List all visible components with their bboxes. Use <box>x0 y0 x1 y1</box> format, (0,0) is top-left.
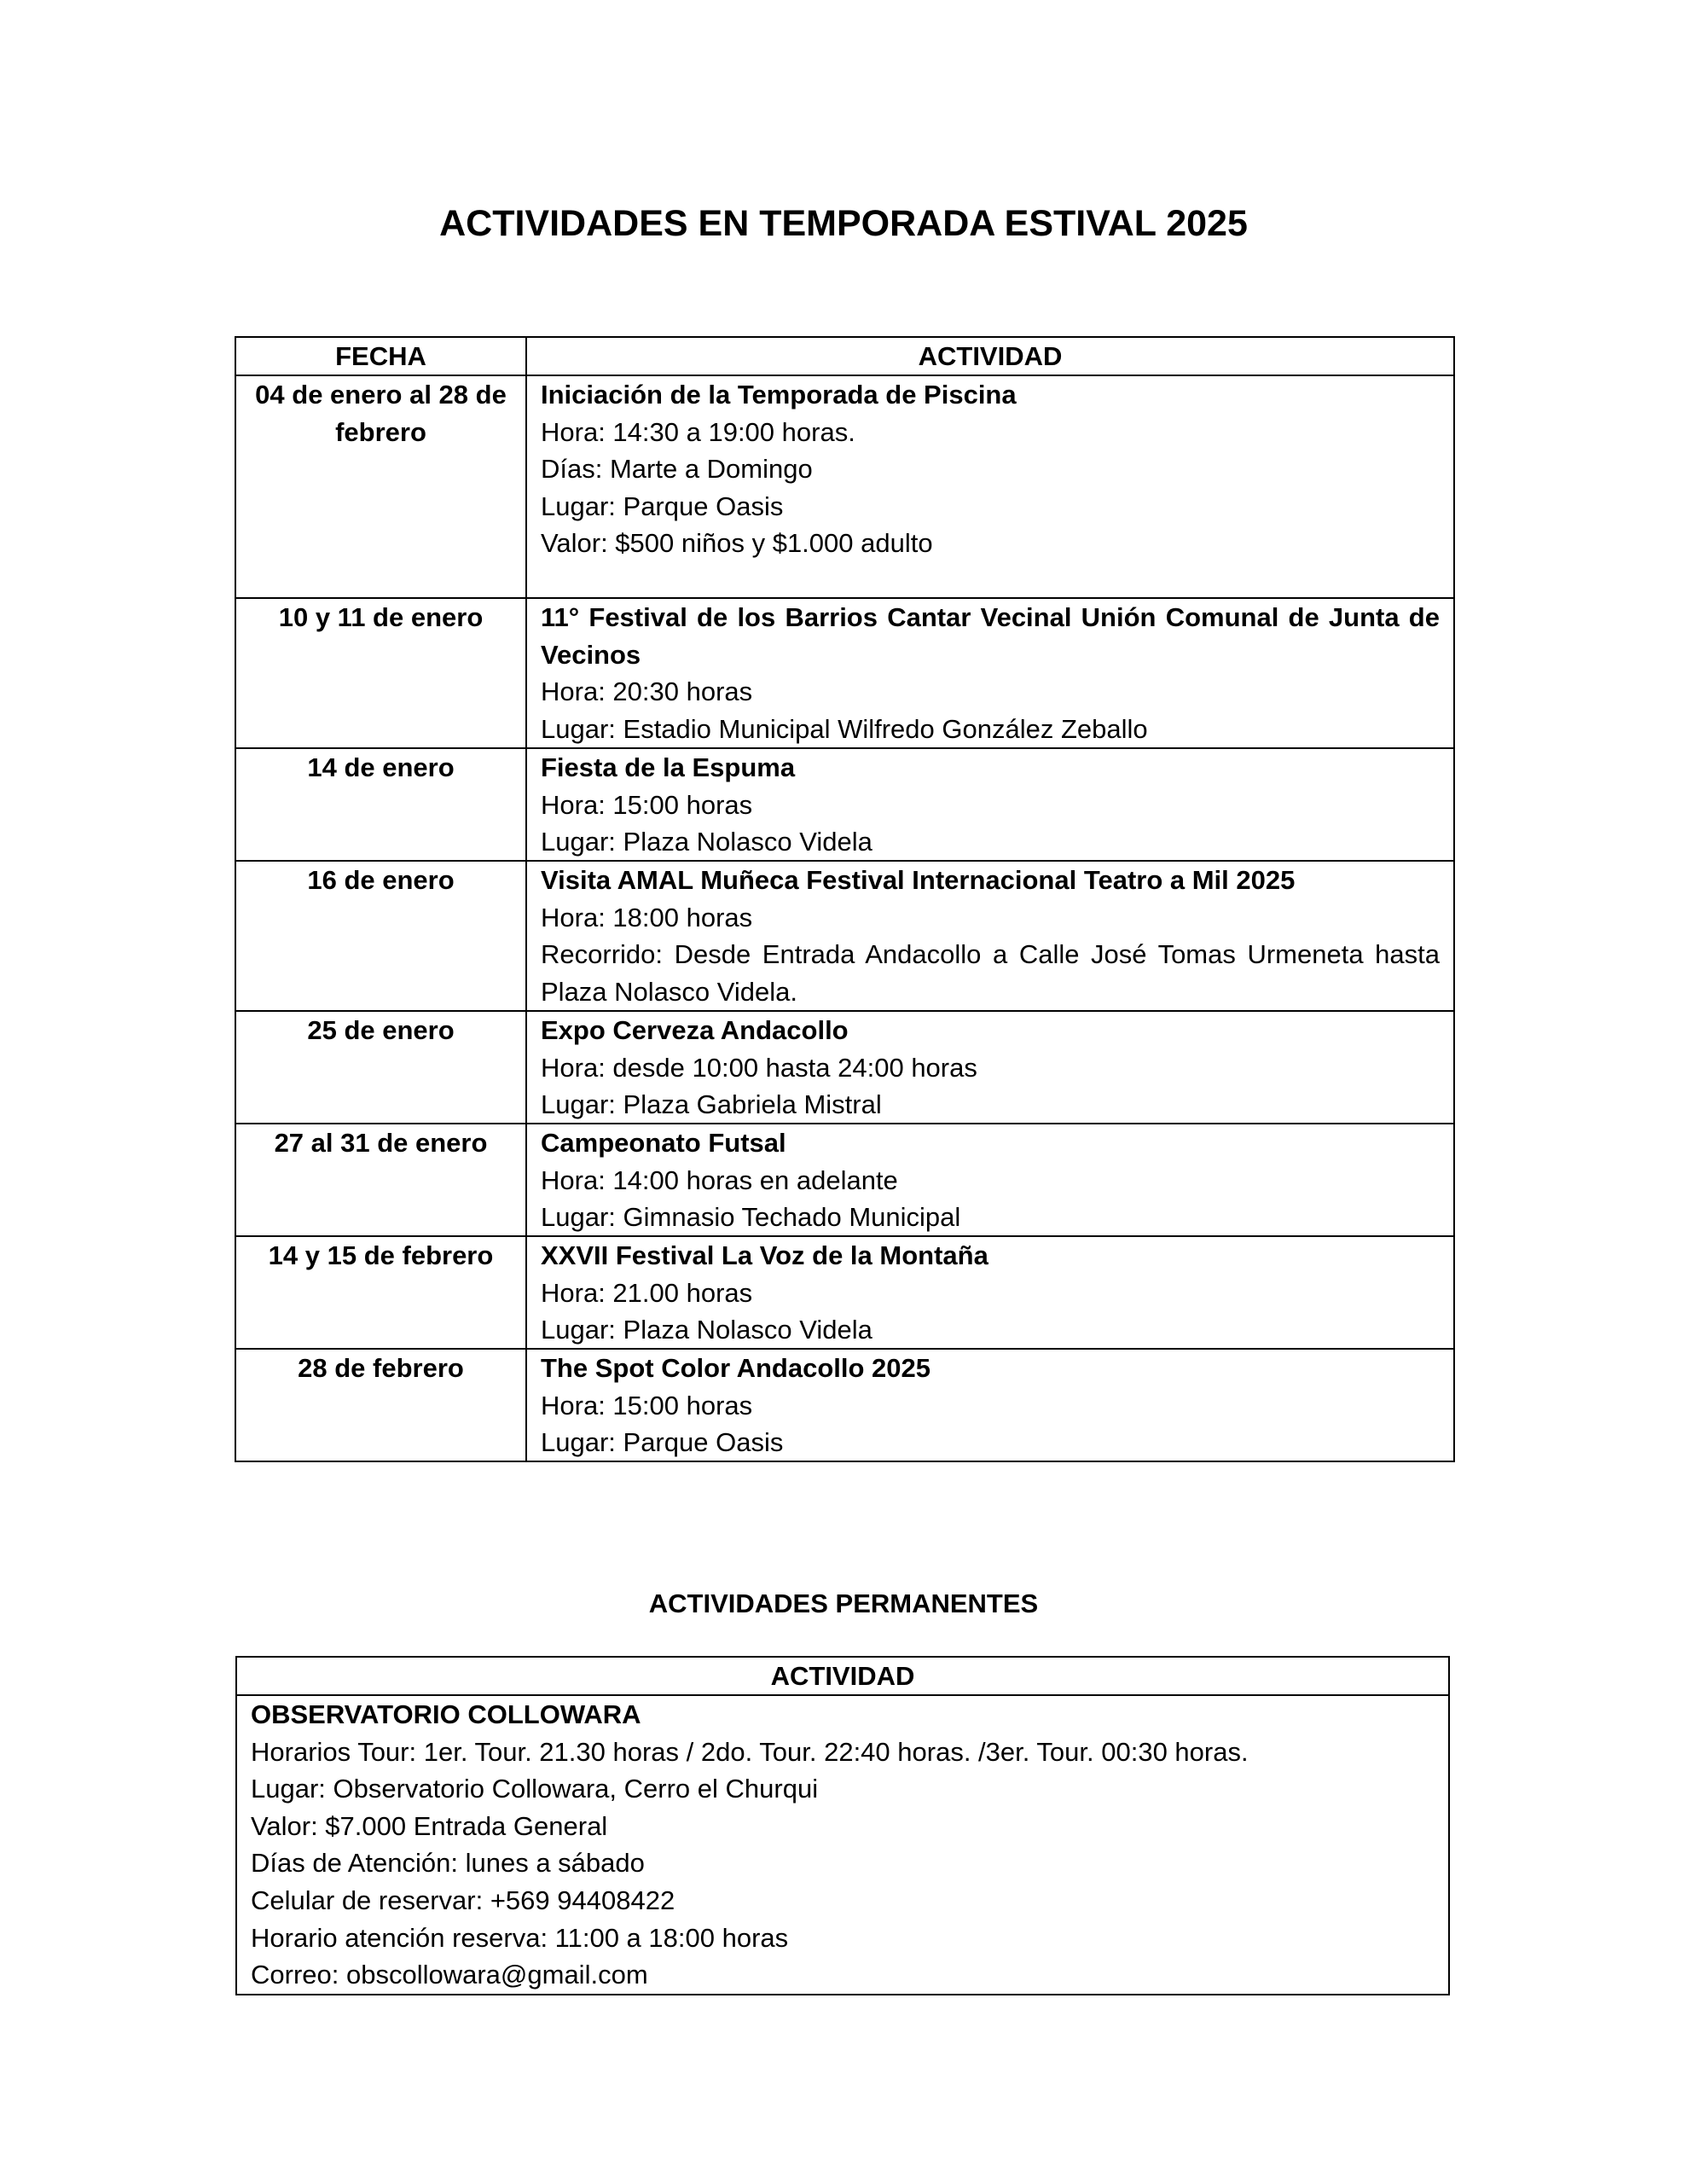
row-date: 14 de enero <box>236 749 527 860</box>
permanent-activity-cell <box>237 1696 1448 1994</box>
activity-title: OBSERVATORIO COLLOWARA <box>251 1699 641 1729</box>
season-activities-table <box>235 336 1455 1462</box>
activity-title: Visita AMAL Muñeca Festival Internacional Teatro a Mil 2025 <box>541 865 1296 895</box>
activity-title: Iniciación de la Temporada de Piscina <box>541 380 1017 410</box>
row-date: 04 de enero al 28 de febrero <box>236 376 527 597</box>
table-row <box>236 597 1453 747</box>
row-activity <box>527 749 1453 860</box>
row-activity <box>527 1350 1453 1461</box>
activity-title: XXVII Festival La Voz de la Montaña <box>541 1240 988 1270</box>
row-activity <box>527 1124 1453 1235</box>
activity-detail: Hora: desde 10:00 hasta 24:00 horas <box>541 1052 977 1083</box>
email-link[interactable]: Correo: obscollowara@gmail.com <box>251 1960 648 1990</box>
activity-title: Campeonato Futsal <box>541 1128 786 1158</box>
table-row <box>236 747 1453 860</box>
activity-detail: Hora: 20:30 horas <box>541 677 753 707</box>
activity-detail: Hora: 18:00 horas <box>541 902 753 932</box>
row-activity <box>527 376 1453 597</box>
permanent-activities-title: ACTIVIDADES PERMANENTES <box>648 1589 1039 1618</box>
activity-detail: Hora: 15:00 horas <box>541 789 753 820</box>
row-date: 10 y 11 de enero <box>236 599 527 747</box>
activity-detail: Valor: $500 niños y $1.000 adulto <box>541 528 933 559</box>
row-activity <box>527 1237 1453 1348</box>
activity-detail: Lugar: Plaza Nolasco Videla <box>541 1315 872 1345</box>
activity-detail: Días: Marte a Domingo <box>541 454 813 485</box>
row-date: 16 de enero <box>236 862 527 1010</box>
row-date: 14 y 15 de febrero <box>236 1237 527 1348</box>
activity-detail: Lugar: Parque Oasis <box>541 1427 784 1458</box>
table-row <box>236 1348 1453 1461</box>
table-header-row <box>236 338 1453 375</box>
row-activity <box>527 1012 1453 1123</box>
column-header-date: FECHA <box>236 338 527 375</box>
activity-detail: Lugar: Plaza Nolasco Videla <box>541 827 872 857</box>
table-row <box>236 1123 1453 1235</box>
activity-detail: Días de Atención: lunes a sábado <box>251 1848 645 1879</box>
page-title: ACTIVIDADES EN TEMPORADA ESTIVAL 2025 <box>439 203 1248 244</box>
row-date: 27 al 31 de enero <box>236 1124 527 1235</box>
row-activity <box>527 862 1453 1010</box>
row-date: 28 de febrero <box>236 1350 527 1461</box>
activity-detail: Hora: 14:00 horas en adelante <box>541 1165 898 1195</box>
table-row <box>236 375 1453 597</box>
activity-detail: Lugar: Plaza Gabriela Mistral <box>541 1089 882 1120</box>
table-row <box>236 860 1453 1010</box>
activity-detail: Horario atención reserva: 11:00 a 18:00 horas <box>251 1922 789 1953</box>
activity-detail: Celular de reservar: +569 94408422 <box>251 1885 675 1915</box>
column-header-activity: ACTIVIDAD <box>918 341 1063 371</box>
row-date: 25 de enero <box>236 1012 527 1123</box>
activity-detail: Lugar: Estadio Municipal Wilfredo González Zeballo <box>541 713 1148 744</box>
activity-detail: Hora: 21.00 horas <box>541 1277 753 1308</box>
activity-detail: Recorrido: Desde Entrada Andacollo a Calle José Tomas Urmeneta hasta Plaza Nolasco Videla. <box>541 939 1440 1007</box>
activity-title: Expo Cerveza Andacollo <box>541 1015 849 1045</box>
activity-detail: Valor: $7.000 Entrada General <box>251 1810 608 1841</box>
table-row <box>236 1010 1453 1123</box>
activity-title: The Spot Color Andacollo 2025 <box>541 1353 931 1383</box>
activity-detail: Lugar: Observatorio Collowara, Cerro el Churqui <box>251 1774 819 1804</box>
column-header-activity: ACTIVIDAD <box>237 1658 1448 1696</box>
activity-title: 11° Festival de los Barrios Cantar Vecinal Unión Comunal de Junta de Vecinos <box>541 602 1440 670</box>
activity-title: Fiesta de la Espuma <box>541 752 796 782</box>
activity-detail: Horarios Tour: 1er. Tour. 21.30 horas / 2do. Tour. 22:40 horas. /3er. Tour. 00:30 horas. <box>251 1736 1249 1767</box>
permanent-activities-table <box>235 1656 1450 1995</box>
row-activity <box>527 599 1453 747</box>
activity-detail: Hora: 14:30 a 19:00 horas. <box>541 416 855 447</box>
activity-detail: Lugar: Gimnasio Techado Municipal <box>541 1202 961 1233</box>
activity-detail: Hora: 15:00 horas <box>541 1390 753 1420</box>
table-row <box>236 1235 1453 1348</box>
activity-detail: Lugar: Parque Oasis <box>541 491 784 521</box>
